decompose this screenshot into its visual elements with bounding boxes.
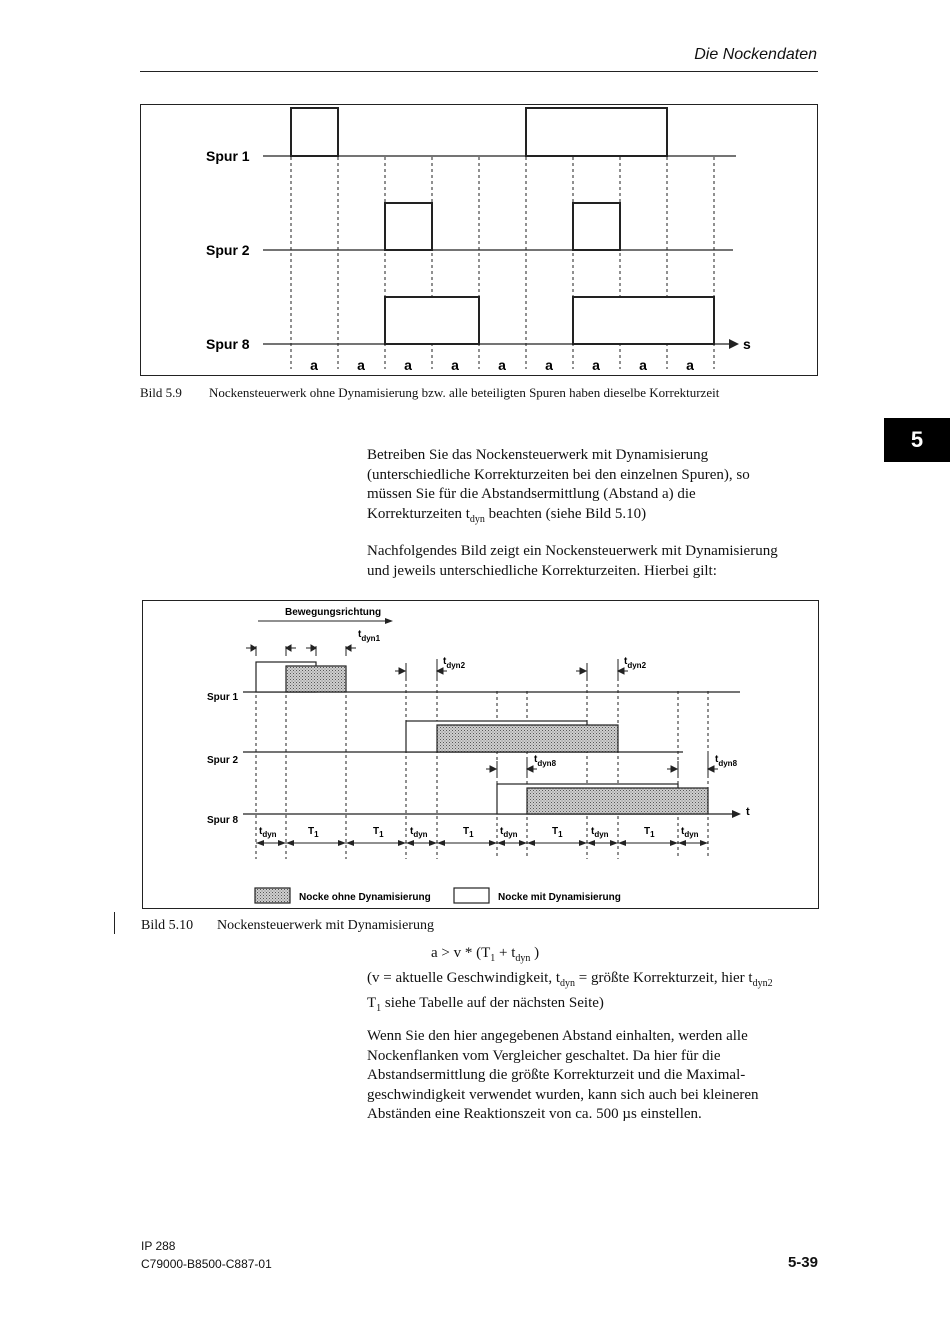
figure-5-10-diagram bbox=[143, 601, 818, 908]
text-run: beachten (siehe Bild 5.10) bbox=[484, 505, 647, 522]
paragraph-line bbox=[367, 505, 827, 530]
guide-lines bbox=[256, 666, 708, 859]
figure-5-10-frame bbox=[142, 600, 819, 909]
spacing-label: a bbox=[686, 357, 694, 373]
label-tdyn: $t_{dyn}$ bbox=[681, 826, 699, 839]
text-run: ) bbox=[530, 945, 540, 961]
label-T1: $T_1$ bbox=[463, 826, 474, 839]
paragraph-dynamisierung bbox=[367, 446, 827, 529]
label-tdyn8: $t_{dyn8}$ bbox=[715, 754, 738, 768]
paragraph-line: Betreiben Sie das Nockensteuerwerk mit Dynamisierung bbox=[367, 447, 709, 463]
spur2-label: Spur 2 bbox=[207, 755, 239, 766]
paragraph-line: Abständen eine Reaktionszeit von ca. 500 µs einstellen. bbox=[367, 1106, 702, 1122]
axis-label-t: t bbox=[746, 806, 750, 818]
spacing-label: a bbox=[498, 357, 506, 373]
figure-5-9-diagram bbox=[141, 105, 817, 375]
spur1-cam-1 bbox=[291, 108, 338, 156]
spur2-label: Spur 2 bbox=[206, 242, 250, 258]
legend-label-without-dyn: Nocke ohne Dynamisierung bbox=[299, 892, 431, 903]
spacing-label: a bbox=[310, 357, 318, 373]
label-tdyn: $t_{dyn}$ bbox=[410, 826, 428, 839]
spur1-label: Spur 1 bbox=[206, 148, 250, 164]
legend-label-with-dyn: Nocke mit Dynamisierung bbox=[498, 892, 621, 903]
label-tdyn2: $t_{dyn2}$ bbox=[624, 656, 647, 670]
page-number: 5-39 bbox=[787, 1254, 818, 1271]
figure-5-9-caption-number: Bild 5.9 bbox=[140, 385, 182, 400]
legend-swatch-without-dyn bbox=[255, 888, 290, 903]
text-run: = größte Korrekturzeit, hier t bbox=[575, 970, 753, 986]
paragraph-line: Abstandsermittlung die größte Korrekturzeit und die Maximal- bbox=[367, 1067, 746, 1083]
axis-label-s: s bbox=[743, 336, 751, 352]
subscript: 1 bbox=[376, 1002, 382, 1014]
spacing-label: a bbox=[639, 357, 647, 373]
axis-arrowhead bbox=[732, 810, 741, 818]
text-run: + t bbox=[495, 945, 516, 961]
direction-arrowhead bbox=[385, 618, 393, 624]
subscript: dyn2 bbox=[752, 978, 773, 989]
figure-5-9-frame bbox=[140, 104, 818, 376]
label-T1: $T_1$ bbox=[308, 826, 319, 839]
paragraph-line: und jeweils unterschiedliche Korrekturzeiten. Hierbei gilt: bbox=[367, 562, 717, 579]
spacing-label: a bbox=[404, 357, 412, 373]
paragraph-line: Nachfolgendes Bild zeigt ein Nockensteuerwerk mit Dynamisierung bbox=[367, 543, 778, 559]
spacing-label: a bbox=[357, 357, 365, 373]
subscript: dyn bbox=[469, 513, 485, 525]
subscript: 1 bbox=[490, 953, 496, 964]
figure-5-9-caption-text: Nockensteuerwerk ohne Dynamisierung bzw. alle beteiligten Spuren haben dieselbe Korrekturzeit bbox=[209, 385, 720, 400]
spur1-cam-2 bbox=[526, 108, 667, 156]
change-bar bbox=[114, 912, 115, 934]
label-T1: $T_1$ bbox=[552, 826, 563, 839]
chapter-tab: 5 bbox=[884, 418, 950, 462]
spur8-cam-without-dyn bbox=[527, 788, 708, 814]
subscript: dyn bbox=[515, 953, 531, 964]
paragraph-nachfolgendes-bild bbox=[367, 542, 827, 581]
spur2-cam-1 bbox=[385, 203, 432, 250]
paragraph-line: geschwindigkeit verwendet wurden, kann sich auch bei kleineren bbox=[367, 1086, 759, 1103]
spacing-label: a bbox=[592, 357, 600, 373]
spur1-cam-without-dyn bbox=[286, 666, 346, 692]
spur8-cam-2 bbox=[573, 297, 714, 344]
label-tdyn1: $t_{dyn1}$ bbox=[358, 629, 381, 643]
formula-explanation bbox=[367, 969, 837, 1018]
label-T1: $T_1$ bbox=[373, 826, 384, 839]
label-T1: $T_1$ bbox=[644, 826, 655, 839]
text-run: a > v * (T bbox=[431, 945, 491, 961]
paragraph-line: (unterschiedliche Korrekturzeiten bei den einzelnen Spuren), so bbox=[367, 466, 750, 483]
label-tdyn8: $t_{dyn8}$ bbox=[534, 754, 557, 768]
label-tdyn: $t_{dyn}$ bbox=[500, 826, 518, 839]
running-header-title: Die Nockendaten bbox=[694, 46, 817, 63]
text-run: T bbox=[367, 994, 377, 1011]
paragraph-line: Wenn Sie den hier angegebenen Abstand einhalten, werden alle bbox=[367, 1028, 748, 1044]
legend-swatch-with-dyn bbox=[454, 888, 489, 903]
footer-product: IP 288 bbox=[141, 1239, 176, 1253]
figure-5-10-caption-text: Nockensteuerwerk mit Dynamisierung bbox=[217, 918, 434, 933]
spur8-label: Spur 8 bbox=[206, 336, 250, 352]
label-tdyn: $t_{dyn}$ bbox=[591, 826, 609, 839]
text-run: (v = aktuelle Geschwindigkeit, t bbox=[367, 970, 560, 986]
spur1-label: Spur 1 bbox=[207, 692, 239, 703]
paragraph-abstand bbox=[367, 1027, 827, 1125]
paragraph-line: müssen Sie für die Abstandsermittlung (Abstand a) die bbox=[367, 486, 696, 502]
spur8-cam-1 bbox=[385, 297, 479, 344]
paragraph-line: Nockenflanken vom Vergleicher geschaltet. Da hier für die bbox=[367, 1047, 721, 1064]
footer-order-number: C79000-B8500-C887-01 bbox=[141, 1257, 272, 1271]
spur8-label: Spur 8 bbox=[207, 815, 239, 826]
spur2-cam-2 bbox=[573, 203, 620, 250]
text-run: Korrekturzeiten t bbox=[367, 505, 470, 522]
text-run: siehe Tabelle auf der nächsten Seite) bbox=[381, 994, 604, 1011]
formula bbox=[431, 944, 539, 969]
label-tdyn2: $t_{dyn2}$ bbox=[443, 656, 466, 670]
subscript: dyn bbox=[560, 978, 575, 989]
paragraph-line bbox=[367, 969, 837, 994]
axis-arrowhead bbox=[729, 339, 739, 349]
spur2-cam-without-dyn bbox=[437, 725, 618, 752]
label-tdyn: $t_{dyn}$ bbox=[259, 826, 277, 839]
spacing-label: a bbox=[451, 357, 459, 373]
spacing-label: a bbox=[545, 357, 553, 373]
figure-5-10-caption-number: Bild 5.10 bbox=[141, 918, 194, 933]
header-rule bbox=[140, 71, 818, 72]
paragraph-line bbox=[367, 994, 837, 1019]
direction-label: Bewegungsrichtung bbox=[285, 607, 382, 618]
